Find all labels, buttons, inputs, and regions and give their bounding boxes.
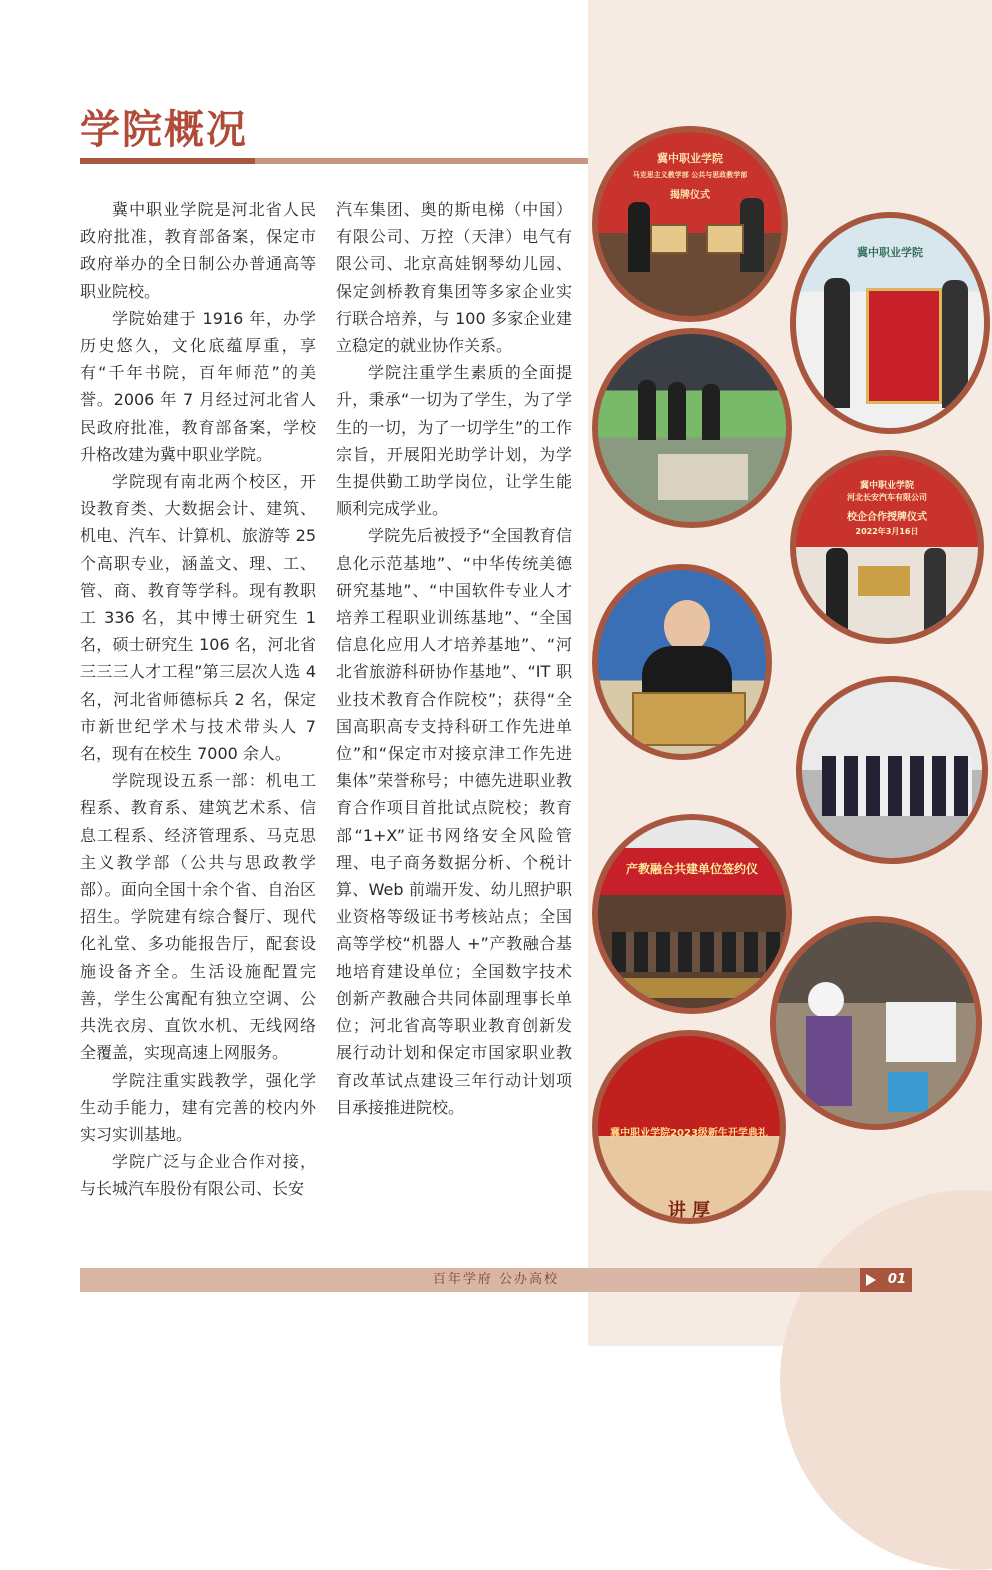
left-text-column [80,196,316,1203]
photo-plaque-award [592,564,772,760]
page-number-tab [860,1268,912,1292]
photo-campus-model [592,328,792,528]
photo-signing-ceremony: 产教融合共建单位签约仪 [592,814,792,1014]
paragraph: 学院现有南北两个校区，开设教育类、大数据会计、建筑、机电、汽车、计算机、旅游等 25 个高职专业，涵盖文、理、工、管、商、教育等学科。现有教职工 336 名，其中博士研究生 1 名，硕士研究生 106 名，河北省三三三人才工程”第三层次人选 4 名，河北省师德标兵 2 名，保定市新世纪学术与技术带头人 7 名，现有在校生 7000 余人。 [80,472,316,764]
page-title: 学院概况 [80,107,248,153]
paragraph-continuation: 汽车集团、奥的斯电梯（中国）有限公司、万控（天津）电气有限公司、北京高娃钢琴幼儿园、保定剑桥教育集团等多家企业实行联合培养，与 100 多家企业建立稳定的就业协作关系。 [336,200,572,356]
photo-opening-ceremony: 冀中职业学院2023级新生开学典礼 讲 厚 [592,1030,786,1224]
photo-cooperation-ceremony: 冀中职业学院 河北长安汽车有限公司 校企合作授牌仪式 2022年3月16日 [790,450,984,644]
title-underline-accent [80,158,255,164]
paragraph: 学院先后被授予“全国教育信息化示范基地”、“中华传统美德研究基地”、“中国软件专业人才培养工程职业训练基地”、“全国信息化应用人才培养基地”、“河北省旅游科研协作基地”、“IT 职业技术教育合作院校”；获得“全国高职高专支持科研工作先进单位”和“保定市对接京津工作先进集体”荣誉称号；中德先进职业教育合作项目首批试点院校；教育部“1+X”证书网络安全风险管理、电子商务数据分析、个税计算、Web 前端开发、幼儿照护职业资格等级证书考核站点；全国高等学校“机器人 +”产教融合基地培育建设单位；全国数字技术创新产教融合共同体副理事长单位；河北省高等职业教育创新发展行动计划和保定市国家职业教育改革试点建设三年行动计划项目承接推进院校。 [336,526,572,1117]
paragraph: 冀中职业学院是河北省人民政府批准，教育部备案，保定市政府举办的全日制公办普通高等职业院校。 [80,200,316,301]
photo-lab-group [796,676,988,864]
paragraph: 学院现设五系一部：机电工程系、教育系、建筑艺术系、信息工程系、经济管理系、马克思主义教学部（公共与思政教学部）。面向全国十余个省、自治区招生。学院建有综合餐厅、现代化礼堂、多功能报告厅，配套设施设备齐全。生活设施配置完善，学生公寓配有独立空调、公共洗衣房、直饮水机、无线网络全覆盖，实现高速上网服务。 [80,771,316,1063]
right-text-column [336,196,572,1121]
photo-plaque-unveiling: 冀中职业学院 马克思主义教学部 公共与思政教学部 揭牌仪式 [592,126,788,322]
page-number: 01 [887,1272,906,1287]
photo-training-workshop [770,916,982,1130]
footer-slogan: 百年学府 公办高校 [432,1272,560,1287]
paragraph: 学院注重实践教学，强化学生动手能力，建有完善的校内外实习实训基地。 [80,1070,316,1144]
paragraph: 学院始建于 1916 年，办学历史悠久，文化底蕴厚重，享有“千年书院，百年师范”的美誉。2006 年 7 月经过河北省人民政府批准，教育部备案，学校升格改建为冀中职业学院。 [80,308,316,464]
play-arrow-icon [866,1274,876,1286]
paragraph: 学院注重学生素质的全面提升，秉承“一切为了学生，为了学生的一切，为了一切学生”的工作宗旨，开展阳光助学计划，为学生提供勤工助学岗位，让学生能顺利完成学业。 [336,363,572,519]
paragraph: 学院广泛与企业合作对接，与长城汽车股份有限公司、长安 [80,1152,316,1199]
photo-banner-presentation: 冀中职业学院 [790,212,990,434]
